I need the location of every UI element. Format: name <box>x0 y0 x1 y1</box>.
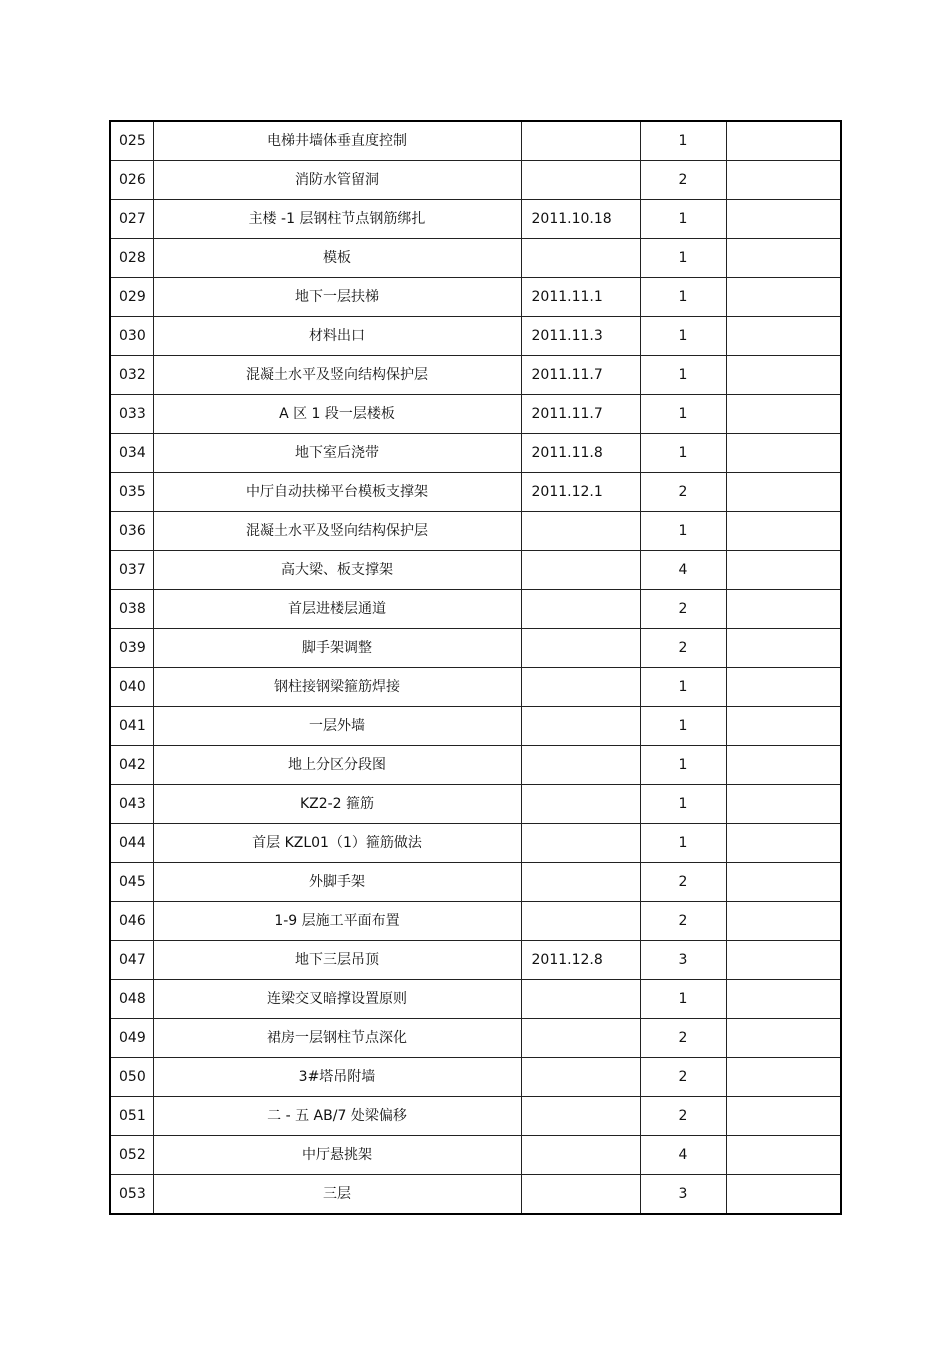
cell-date <box>521 785 640 824</box>
cell-title: 外脚手架 <box>153 863 521 902</box>
cell-note <box>726 1136 841 1175</box>
cell-count: 1 <box>640 317 726 356</box>
cell-date <box>521 590 640 629</box>
cell-number: 044 <box>110 824 153 863</box>
cell-note <box>726 1058 841 1097</box>
cell-date: 2011.11.8 <box>521 434 640 473</box>
cell-count: 1 <box>640 356 726 395</box>
cell-number: 030 <box>110 317 153 356</box>
cell-date <box>521 1019 640 1058</box>
cell-count: 1 <box>640 512 726 551</box>
cell-date <box>521 1097 640 1136</box>
cell-note <box>726 1019 841 1058</box>
cell-date <box>521 1175 640 1215</box>
cell-number: 029 <box>110 278 153 317</box>
cell-number: 051 <box>110 1097 153 1136</box>
cell-count: 1 <box>640 746 726 785</box>
cell-count: 2 <box>640 161 726 200</box>
cell-count: 1 <box>640 785 726 824</box>
cell-title: 二 - 五 AB/7 处梁偏移 <box>153 1097 521 1136</box>
cell-number: 032 <box>110 356 153 395</box>
cell-title: 裙房一层钢柱节点深化 <box>153 1019 521 1058</box>
table-row <box>110 278 841 317</box>
cell-number: 047 <box>110 941 153 980</box>
record-table <box>109 120 842 1215</box>
cell-count: 1 <box>640 239 726 278</box>
cell-count: 1 <box>640 707 726 746</box>
cell-count: 1 <box>640 668 726 707</box>
cell-date <box>521 746 640 785</box>
cell-number: 049 <box>110 1019 153 1058</box>
cell-count: 4 <box>640 1136 726 1175</box>
table-row <box>110 902 841 941</box>
cell-note <box>726 121 841 161</box>
table-row <box>110 590 841 629</box>
table-row <box>110 1175 841 1215</box>
cell-title: 主楼 -1 层钢柱节点钢筋绑扎 <box>153 200 521 239</box>
cell-date <box>521 707 640 746</box>
cell-count: 2 <box>640 863 726 902</box>
cell-title: A 区 1 段一层楼板 <box>153 395 521 434</box>
cell-number: 026 <box>110 161 153 200</box>
cell-number: 025 <box>110 121 153 161</box>
table-body <box>110 121 841 1214</box>
cell-note <box>726 1175 841 1215</box>
cell-note <box>726 1097 841 1136</box>
table-row <box>110 1136 841 1175</box>
cell-note <box>726 980 841 1019</box>
cell-note <box>726 200 841 239</box>
cell-date <box>521 121 640 161</box>
cell-date: 2011.10.18 <box>521 200 640 239</box>
cell-note <box>726 239 841 278</box>
cell-date: 2011.12.8 <box>521 941 640 980</box>
cell-title: 混凝土水平及竖向结构保护层 <box>153 512 521 551</box>
cell-title: 消防水管留洞 <box>153 161 521 200</box>
cell-note <box>726 590 841 629</box>
table-row <box>110 746 841 785</box>
cell-title: 3#塔吊附墙 <box>153 1058 521 1097</box>
table-row <box>110 1019 841 1058</box>
cell-number: 038 <box>110 590 153 629</box>
cell-count: 4 <box>640 551 726 590</box>
cell-date <box>521 824 640 863</box>
cell-count: 1 <box>640 278 726 317</box>
table-row <box>110 824 841 863</box>
cell-date <box>521 1058 640 1097</box>
cell-count: 3 <box>640 941 726 980</box>
cell-count: 1 <box>640 395 726 434</box>
cell-count: 1 <box>640 200 726 239</box>
cell-note <box>726 395 841 434</box>
table-row <box>110 941 841 980</box>
cell-note <box>726 434 841 473</box>
cell-title: 高大梁、板支撑架 <box>153 551 521 590</box>
table-row <box>110 239 841 278</box>
cell-count: 1 <box>640 824 726 863</box>
cell-note <box>726 473 841 512</box>
cell-date <box>521 512 640 551</box>
table-row <box>110 668 841 707</box>
cell-date: 2011.11.7 <box>521 395 640 434</box>
cell-number: 027 <box>110 200 153 239</box>
cell-number: 042 <box>110 746 153 785</box>
cell-number: 041 <box>110 707 153 746</box>
cell-count: 2 <box>640 1019 726 1058</box>
cell-title: 材料出口 <box>153 317 521 356</box>
cell-title: 脚手架调整 <box>153 629 521 668</box>
cell-note <box>726 785 841 824</box>
cell-count: 1 <box>640 121 726 161</box>
cell-title: 三层 <box>153 1175 521 1215</box>
cell-number: 033 <box>110 395 153 434</box>
cell-count: 1 <box>640 434 726 473</box>
table-row <box>110 551 841 590</box>
table-row <box>110 785 841 824</box>
cell-number: 050 <box>110 1058 153 1097</box>
cell-date <box>521 551 640 590</box>
cell-count: 2 <box>640 590 726 629</box>
cell-note <box>726 863 841 902</box>
cell-date <box>521 980 640 1019</box>
table-row <box>110 1097 841 1136</box>
cell-date: 2011.11.7 <box>521 356 640 395</box>
cell-number: 043 <box>110 785 153 824</box>
table-row <box>110 121 841 161</box>
cell-date: 2011.12.1 <box>521 473 640 512</box>
table-row <box>110 980 841 1019</box>
cell-title: 模板 <box>153 239 521 278</box>
table-row <box>110 317 841 356</box>
table-row <box>110 629 841 668</box>
cell-date <box>521 863 640 902</box>
table-row <box>110 863 841 902</box>
cell-count: 1 <box>640 980 726 1019</box>
cell-number: 040 <box>110 668 153 707</box>
cell-date <box>521 629 640 668</box>
cell-note <box>726 629 841 668</box>
cell-note <box>726 902 841 941</box>
cell-count: 2 <box>640 902 726 941</box>
cell-note <box>726 512 841 551</box>
cell-note <box>726 941 841 980</box>
cell-title: 一层外墙 <box>153 707 521 746</box>
table-row <box>110 395 841 434</box>
table-row <box>110 1058 841 1097</box>
cell-number: 053 <box>110 1175 153 1215</box>
cell-number: 028 <box>110 239 153 278</box>
cell-note <box>726 551 841 590</box>
cell-count: 3 <box>640 1175 726 1215</box>
cell-title: 首层进楼层通道 <box>153 590 521 629</box>
table-row <box>110 512 841 551</box>
cell-number: 052 <box>110 1136 153 1175</box>
table-row <box>110 434 841 473</box>
cell-number: 039 <box>110 629 153 668</box>
cell-number: 046 <box>110 902 153 941</box>
cell-number: 035 <box>110 473 153 512</box>
cell-date <box>521 668 640 707</box>
cell-title: 混凝土水平及竖向结构保护层 <box>153 356 521 395</box>
table-row <box>110 161 841 200</box>
table-row <box>110 707 841 746</box>
cell-note <box>726 746 841 785</box>
cell-note <box>726 668 841 707</box>
cell-note <box>726 356 841 395</box>
cell-title: 地下一层扶梯 <box>153 278 521 317</box>
cell-note <box>726 161 841 200</box>
cell-note <box>726 824 841 863</box>
cell-title: KZ2-2 箍筋 <box>153 785 521 824</box>
cell-number: 045 <box>110 863 153 902</box>
cell-title: 1-9 层施工平面布置 <box>153 902 521 941</box>
cell-title: 中厅悬挑架 <box>153 1136 521 1175</box>
cell-title: 钢柱接钢梁箍筋焊接 <box>153 668 521 707</box>
cell-title: 中厅自动扶梯平台模板支撑架 <box>153 473 521 512</box>
cell-number: 036 <box>110 512 153 551</box>
cell-date <box>521 902 640 941</box>
table-row <box>110 473 841 512</box>
table-row <box>110 200 841 239</box>
cell-date: 2011.11.3 <box>521 317 640 356</box>
cell-count: 2 <box>640 629 726 668</box>
cell-title: 地上分区分段图 <box>153 746 521 785</box>
cell-title: 连梁交叉暗撑设置原则 <box>153 980 521 1019</box>
cell-title: 地下三层吊顶 <box>153 941 521 980</box>
cell-title: 电梯井墙体垂直度控制 <box>153 121 521 161</box>
cell-note <box>726 278 841 317</box>
cell-date <box>521 161 640 200</box>
cell-date <box>521 1136 640 1175</box>
cell-title: 首层 KZL01（1）箍筋做法 <box>153 824 521 863</box>
cell-number: 037 <box>110 551 153 590</box>
cell-count: 2 <box>640 473 726 512</box>
cell-note <box>726 707 841 746</box>
cell-date <box>521 239 640 278</box>
cell-count: 2 <box>640 1058 726 1097</box>
cell-number: 048 <box>110 980 153 1019</box>
cell-count: 2 <box>640 1097 726 1136</box>
table-row <box>110 356 841 395</box>
cell-number: 034 <box>110 434 153 473</box>
cell-title: 地下室后浇带 <box>153 434 521 473</box>
cell-note <box>726 317 841 356</box>
cell-date: 2011.11.1 <box>521 278 640 317</box>
